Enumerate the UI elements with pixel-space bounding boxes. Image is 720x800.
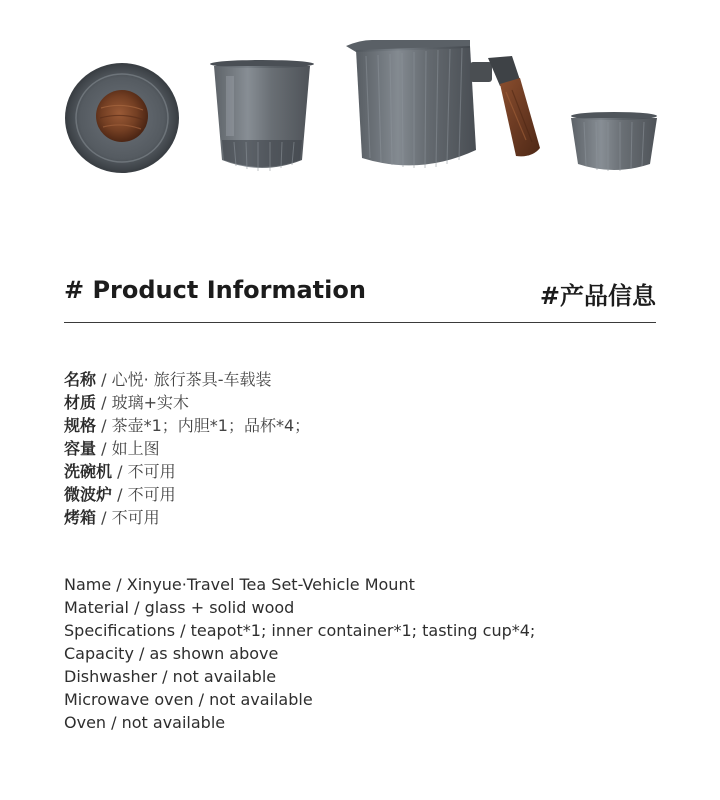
spec-separator: /	[111, 575, 127, 594]
spec-label: Specifications	[64, 621, 176, 640]
spec-row	[64, 573, 535, 596]
spec-value: not available	[121, 713, 226, 732]
spec-label: 容量	[64, 439, 97, 458]
spec-label: Oven	[64, 713, 107, 732]
spec-value: 不可用	[111, 508, 160, 527]
spec-value: Xinyue·Travel Tea Set-Vehicle Mount	[126, 575, 415, 594]
spec-label: Microwave oven	[64, 690, 194, 709]
spec-list-chinese	[64, 368, 310, 529]
spec-separator: /	[112, 485, 128, 504]
spec-row	[64, 642, 535, 665]
spec-label: 名称	[64, 370, 97, 389]
spec-separator: /	[193, 690, 210, 709]
spec-separator: /	[157, 667, 173, 686]
spec-row	[64, 460, 310, 483]
spec-label: 洗碗机	[64, 462, 113, 481]
spec-value: 如上图	[111, 439, 160, 458]
heading-english: # Product Information	[64, 276, 366, 304]
spec-label: Material	[64, 598, 129, 617]
section-heading	[64, 272, 656, 316]
spec-separator: /	[133, 644, 150, 663]
spec-row	[64, 688, 535, 711]
spec-row	[64, 391, 310, 414]
spec-row	[64, 665, 535, 688]
spec-row	[64, 596, 535, 619]
tea-set-illustration	[0, 0, 720, 200]
inner-container-image	[210, 60, 314, 171]
spec-separator: /	[96, 508, 112, 527]
product-photo-strip	[0, 0, 720, 200]
tasting-cup-image	[571, 112, 657, 171]
heading-chinese: #产品信息	[539, 282, 656, 310]
spec-value: glass + solid wood	[144, 598, 295, 617]
spec-value: 玻璃+实木	[111, 393, 189, 412]
spec-value: 不可用	[127, 462, 176, 481]
spec-separator: /	[96, 416, 112, 435]
spec-value: 不可用	[127, 485, 176, 504]
spec-separator: /	[96, 393, 112, 412]
spec-value: as shown above	[149, 644, 279, 663]
heading-divider	[64, 322, 656, 323]
spec-row	[64, 506, 310, 529]
spec-separator: /	[129, 598, 145, 617]
spec-label: Dishwasher	[64, 667, 158, 686]
spec-separator: /	[106, 713, 122, 732]
spec-separator: /	[112, 462, 128, 481]
spec-row	[64, 414, 310, 437]
spec-label: 规格	[64, 416, 97, 435]
spec-row	[64, 619, 535, 642]
spec-row	[64, 711, 535, 734]
spec-value: not available	[209, 690, 313, 709]
spec-separator: /	[175, 621, 191, 640]
spec-value: 茶壶*1；内胆*1；品杯*4；	[111, 416, 311, 435]
spec-value: teapot*1; inner container*1; tasting cup*4;	[190, 621, 536, 640]
teapot-image	[346, 40, 540, 168]
spec-label: Capacity	[64, 644, 134, 663]
lid-image	[66, 64, 178, 172]
spec-row	[64, 368, 310, 391]
spec-label: 微波炉	[64, 485, 113, 504]
spec-separator: /	[96, 370, 112, 389]
spec-value: 心悦· 旅行茶具-车载装	[111, 370, 272, 389]
spec-label: 烤箱	[64, 508, 97, 527]
spec-list-english	[64, 573, 535, 734]
spec-separator: /	[96, 439, 112, 458]
spec-label: 材质	[64, 393, 97, 412]
spec-row	[64, 483, 310, 506]
spec-value: not available	[172, 667, 277, 686]
spec-label: Name	[64, 575, 112, 594]
spec-row	[64, 437, 310, 460]
